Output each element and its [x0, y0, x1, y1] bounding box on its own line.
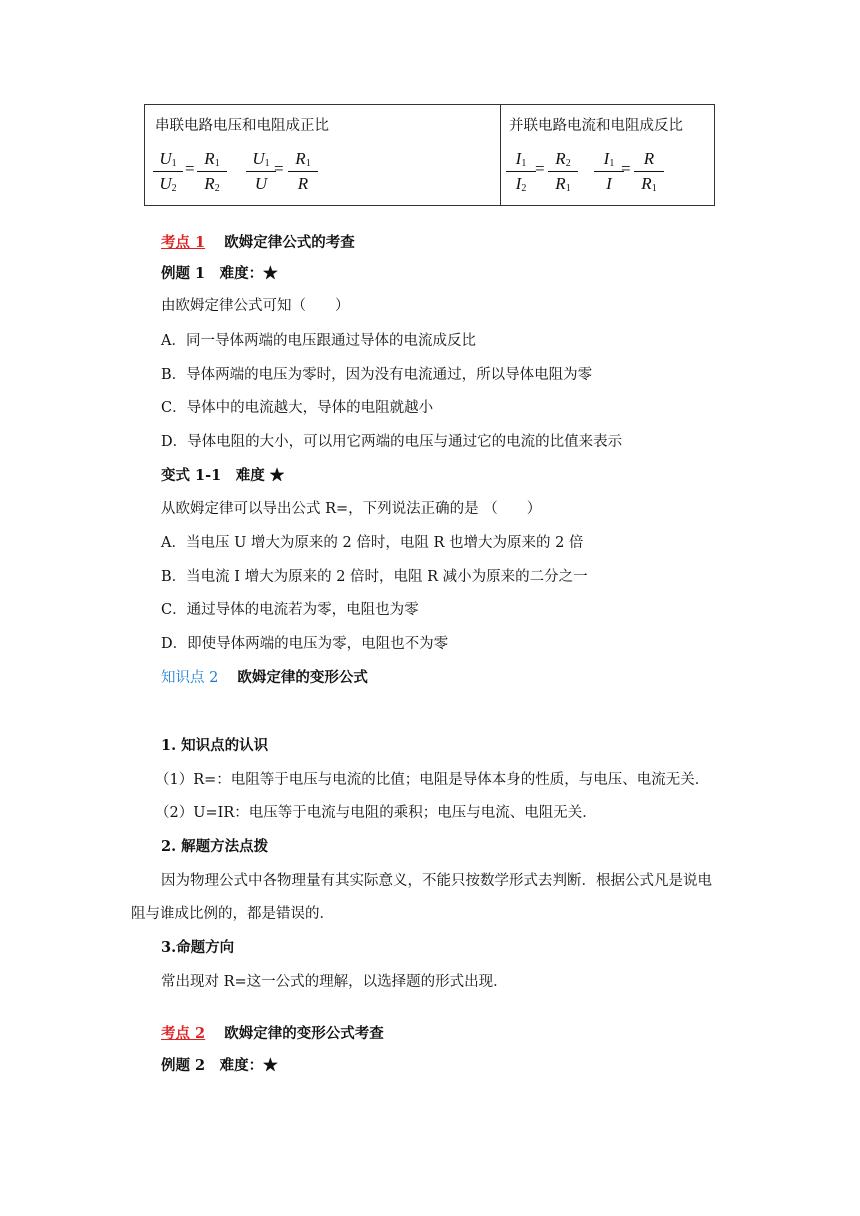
variant1-option-d: D．即使导体两端的电压为零，电阻也不为零 [161, 636, 449, 652]
kaodian2-heading [161, 1024, 384, 1044]
kaodian1-heading [161, 233, 355, 253]
fraction-r-r1: R $R_1$ [634, 149, 664, 194]
equals-sign: = [274, 159, 284, 178]
variant1-option-b: B．当电流 I 增大为原来的 2 倍时，电阻 R 减小为原来的二分之一 [161, 569, 588, 585]
fraction-r1-r: $R_1$ R [288, 149, 318, 194]
kaodian2-title: 欧姆定律的变形公式考查 [224, 1025, 384, 1042]
zhishi2-title: 欧姆定律的变形公式 [237, 669, 368, 686]
example1-option-d: D．导体电阻的大小，可以用它两端的电压与通过它的电流的比值来表示 [161, 434, 623, 450]
section2-heading: 2. 解题方法点拨 [161, 838, 269, 855]
fraction-r2-r1: $R_2$ $R_1$ [548, 149, 578, 194]
variant1-question: 从欧姆定律可以导出公式 R=，下列说法正确的是 （ ） [161, 501, 542, 517]
parallel-title: 并联电路电流和电阻成反比 [509, 118, 683, 134]
fraction-u1-u2: $U_1$ $U_2$ [153, 149, 183, 194]
series-title: 串联电路电压和电阻成正比 [155, 118, 329, 134]
example1-label: 例题 1 难度：★ [161, 265, 278, 282]
section1-line1: （1）R=：电阻等于电压与电流的比值；电阻是导体本身的性质，与电压、电流无关． [155, 772, 710, 788]
variant1-label: 变式 1-1 难度 ★ [161, 467, 285, 484]
fraction-i1-i: $I_1$ I [594, 149, 624, 194]
fraction-i1-i2: $I_1$ $I_2$ [506, 149, 536, 194]
section1-heading: 1. 知识点的认识 [161, 737, 269, 754]
example1-option-a: A．同一导体两端的电压跟通过导体的电流成反比 [161, 333, 476, 349]
example2-label: 例题 2 难度：★ [161, 1057, 278, 1074]
zhishi2-tag: 知识点 2 [161, 670, 219, 686]
fraction-r1-r2: $R_1$ $R_2$ [197, 149, 227, 194]
section3-heading: 3.命题方向 [161, 939, 235, 956]
example1-question: 由欧姆定律公式可知（ ） [161, 298, 350, 314]
kaodian1-title: 欧姆定律公式的考查 [224, 234, 355, 251]
section3-line1: 常出现对 R=这一公式的理解，以选择题的形式出现． [161, 974, 508, 990]
kaodian1-tag: 考点 1 [161, 234, 206, 251]
equals-sign: = [621, 159, 631, 178]
formula-table [144, 104, 715, 206]
equals-sign: = [535, 159, 545, 178]
fraction-u1-u: $U_1$ U [246, 149, 276, 194]
example1-option-c: C．导体中的电流越大，导体的电阻就越小 [161, 400, 434, 416]
section1-line2: （2）U=IR：电压等于电流与电阻的乘积；电压与电流、电阻无关． [155, 805, 597, 821]
table-divider [500, 105, 501, 205]
equals-sign: = [185, 159, 195, 178]
variant1-option-a: A．当电压 U 增大为原来的 2 倍时，电阻 R 也增大为原来的 2 倍 [161, 535, 584, 551]
kaodian2-tag: 考点 2 [161, 1025, 206, 1042]
section2-line2: 阻与谁成比例的，都是错误的． [131, 906, 334, 922]
example1-option-b: B．导体两端的电压为零时，因为没有电流通过，所以导体电阻为零 [161, 367, 593, 383]
zhishi2-heading [161, 668, 368, 688]
section2-line1: 因为物理公式中各物理量有其实际意义，不能只按数学形式去判断．根据公式凡是说电 [161, 873, 712, 889]
variant1-option-c: C．通过导体的电流若为零，电阻也为零 [161, 602, 419, 618]
